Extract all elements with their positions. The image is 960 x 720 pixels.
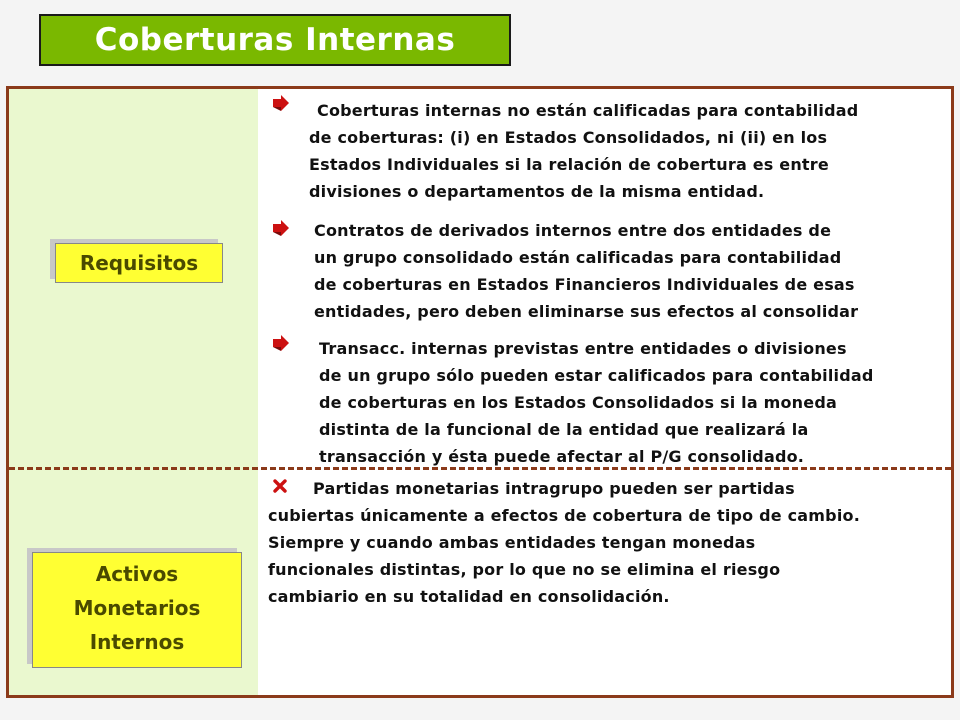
- bullet-text-4: [268, 475, 860, 610]
- text-line: Siempre y cuando ambas entidades tengan monedas: [268, 533, 756, 552]
- text-line: de coberturas en Estados Financieros Individuales de esas: [314, 275, 855, 294]
- text-line: de coberturas: (i) en Estados Consolidados, ni (ii) en los: [309, 128, 828, 147]
- activos-label-line: Monetarios: [73, 596, 201, 620]
- text-line: Transacc. internas previstas entre entidades o divisiones: [319, 339, 847, 358]
- text-line: distinta de la funcional de la entidad que realizará la: [319, 420, 809, 439]
- content-frame: [6, 86, 954, 698]
- text-line: de coberturas en los Estados Consolidados si la moneda: [319, 393, 837, 412]
- text-line: cambiario en su totalidad en consolidación.: [268, 587, 670, 606]
- activos-label-line: Internos: [89, 630, 185, 654]
- bullet-text-1: [309, 97, 858, 205]
- requisitos-label: [55, 243, 223, 283]
- requisitos-label-text: Requisitos: [79, 251, 199, 275]
- text-line: divisiones o departamentos de la misma entidad.: [309, 182, 765, 201]
- red-arrow-bullet-icon: [271, 95, 289, 113]
- title-banner: [39, 14, 511, 66]
- bullet-text-2: [314, 217, 858, 325]
- text-line: Coberturas internas no están calificadas para contabilidad: [317, 101, 859, 120]
- text-line: entidades, pero deben eliminarse sus efectos al consolidar: [314, 302, 859, 321]
- text-line: Estados Individuales si la relación de cobertura es entre: [309, 155, 829, 174]
- text-line: cubiertas únicamente a efectos de cobertura de tipo de cambio.: [268, 506, 860, 525]
- red-arrow-bullet-icon: [271, 335, 289, 353]
- bullet-text-3: [319, 335, 874, 470]
- text-line: de un grupo sólo pueden estar calificados para contabilidad: [319, 366, 874, 385]
- activos-label-line: Activos: [95, 562, 179, 586]
- text-line: transacción y ésta puede afectar al P/G consolidado.: [319, 447, 805, 466]
- text-line: Contratos de derivados internos entre dos entidades de: [314, 221, 832, 240]
- text-line: Partidas monetarias intragrupo pueden ser partidas: [313, 479, 795, 498]
- activos-label: [32, 552, 242, 668]
- text-line: un grupo consolidado están calificadas para contabilidad: [314, 248, 842, 267]
- text-line: funcionales distintas, por lo que no se elimina el riesgo: [268, 560, 781, 579]
- red-arrow-bullet-icon: [271, 220, 289, 238]
- page-title: Coberturas Internas: [94, 22, 456, 58]
